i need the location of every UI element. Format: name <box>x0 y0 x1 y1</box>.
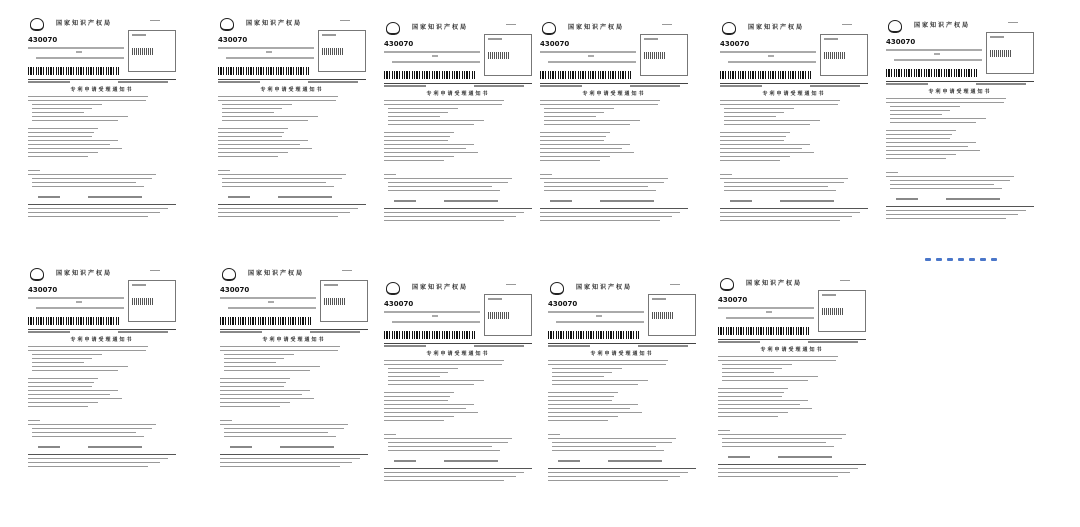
header-note <box>506 284 516 285</box>
loading-dot <box>947 258 953 261</box>
notice-serial <box>308 81 358 83</box>
doc-title: 专利申请受理通知书 <box>928 89 992 95</box>
agency-emblem-icon <box>220 18 234 31</box>
header-note <box>340 20 350 21</box>
page-header <box>714 20 874 34</box>
page-header <box>880 18 1040 32</box>
issue-date-box <box>820 34 868 76</box>
page-header <box>214 266 374 280</box>
issue-date-box <box>818 290 866 332</box>
loading-indicator <box>925 258 997 261</box>
patent-number: 430070 <box>548 300 578 308</box>
address-line <box>228 307 316 309</box>
divider <box>384 83 532 84</box>
footer-divider <box>28 454 176 455</box>
divider <box>540 83 688 84</box>
divider <box>886 81 1034 82</box>
agency-name: 国家知识产权局 <box>748 24 805 31</box>
loading-dot <box>958 258 964 261</box>
date-label <box>488 38 502 40</box>
notice-serial <box>474 85 524 87</box>
issue-date-box <box>484 294 532 336</box>
agency-name: 国家知识产权局 <box>412 284 469 291</box>
agency-name: 国家知识产权局 <box>746 280 803 287</box>
header-note <box>506 24 516 25</box>
issue-date-box <box>986 32 1034 74</box>
document-page-thumbnail[interactable] <box>534 16 694 228</box>
page-header <box>712 276 872 290</box>
issue-date-stamp <box>322 48 344 55</box>
address-line <box>720 51 816 53</box>
document-page-thumbnail[interactable] <box>22 262 182 474</box>
divider <box>28 329 176 330</box>
doc-title: 专利申请受理通知书 <box>762 91 826 97</box>
document-page-thumbnail[interactable] <box>714 16 874 228</box>
footer-divider <box>718 464 866 465</box>
agency-name: 国家知识产权局 <box>56 20 113 27</box>
doc-title: 专利申请受理通知书 <box>70 87 134 93</box>
issue-date-stamp <box>822 308 844 315</box>
notice-serial <box>474 345 524 347</box>
issue-date-stamp <box>990 50 1012 57</box>
loading-dot <box>925 258 931 261</box>
issue-date-stamp <box>488 312 510 319</box>
patent-number: 430070 <box>218 36 248 44</box>
page-header <box>22 16 182 30</box>
barcode <box>720 71 812 79</box>
agency-emblem-icon <box>542 22 556 35</box>
patent-number: 430070 <box>220 286 250 294</box>
application-number <box>384 345 426 347</box>
page-header <box>378 280 538 294</box>
page-header <box>542 280 702 294</box>
date-label <box>324 284 338 286</box>
issue-date-stamp <box>132 48 154 55</box>
barcode <box>384 71 476 79</box>
date-label <box>824 38 838 40</box>
header-note <box>662 24 672 25</box>
issue-date-box <box>484 34 532 76</box>
document-page-thumbnail[interactable] <box>378 276 538 488</box>
address-line <box>36 57 124 59</box>
issue-date-box <box>320 280 368 322</box>
agency-emblem-icon <box>30 268 44 281</box>
patent-number: 430070 <box>28 36 58 44</box>
patent-number: 430070 <box>886 38 916 46</box>
address-line <box>766 311 772 313</box>
divider <box>28 79 176 80</box>
footer-divider <box>28 204 176 205</box>
notice-serial <box>310 331 360 333</box>
agency-name: 国家知识产权局 <box>246 20 303 27</box>
address-line <box>556 321 644 323</box>
patent-number: 430070 <box>540 40 570 48</box>
address-line <box>226 57 314 59</box>
barcode <box>886 69 978 77</box>
barcode <box>28 67 120 75</box>
page-header <box>22 266 182 280</box>
header-note <box>842 24 852 25</box>
doc-title: 专利申请受理通知书 <box>582 91 646 97</box>
notice-serial <box>638 345 688 347</box>
address-line <box>266 51 272 53</box>
date-label <box>822 294 836 296</box>
document-page-thumbnail[interactable] <box>22 12 182 224</box>
document-page-thumbnail[interactable] <box>212 12 372 224</box>
doc-title: 专利申请受理通知书 <box>260 87 324 93</box>
page-header <box>212 16 372 30</box>
date-label <box>990 36 1004 38</box>
header-note <box>670 284 680 285</box>
address-line <box>726 317 814 319</box>
address-line <box>548 61 636 63</box>
application-number <box>886 83 928 85</box>
address-line <box>392 61 480 63</box>
application-number <box>384 85 426 87</box>
issue-date-stamp <box>644 52 666 59</box>
loading-dot <box>936 258 942 261</box>
agency-name: 国家知识产权局 <box>248 270 305 277</box>
application-number <box>28 81 70 83</box>
divider <box>218 79 366 80</box>
agency-emblem-icon <box>30 18 44 31</box>
issue-date-stamp <box>132 298 154 305</box>
issue-date-stamp <box>824 52 846 59</box>
agency-emblem-icon <box>888 20 902 33</box>
date-label <box>488 298 502 300</box>
doc-title: 专利申请受理通知书 <box>426 91 490 97</box>
issue-date-stamp <box>324 298 346 305</box>
divider <box>720 83 868 84</box>
application-number <box>718 341 760 343</box>
issue-date-box <box>128 30 176 72</box>
agency-emblem-icon <box>222 268 236 281</box>
application-number <box>540 85 582 87</box>
agency-name: 国家知识产权局 <box>576 284 633 291</box>
divider <box>718 339 866 340</box>
document-page-thumbnail[interactable] <box>214 262 374 474</box>
agency-emblem-icon <box>386 22 400 35</box>
address-line <box>28 47 124 49</box>
patent-number: 430070 <box>720 40 750 48</box>
loading-dot <box>969 258 975 261</box>
barcode <box>718 327 810 335</box>
footer-divider <box>384 468 532 469</box>
doc-title: 专利申请受理通知书 <box>262 337 326 343</box>
divider <box>384 343 532 344</box>
issue-date-stamp <box>652 312 674 319</box>
agency-name: 国家知识产权局 <box>412 24 469 31</box>
address-line <box>886 49 982 51</box>
issue-date-box <box>648 294 696 336</box>
header-note <box>150 20 160 21</box>
issue-date-box <box>318 30 366 72</box>
loading-dot <box>980 258 986 261</box>
barcode <box>220 317 312 325</box>
date-label <box>132 34 146 36</box>
patent-number: 430070 <box>28 286 58 294</box>
address-line <box>432 55 438 57</box>
address-line <box>384 311 480 313</box>
patent-number: 430070 <box>384 40 414 48</box>
address-line <box>384 51 480 53</box>
barcode <box>384 331 476 339</box>
address-line <box>36 307 124 309</box>
footer-divider <box>720 208 868 209</box>
notice-serial <box>118 331 168 333</box>
document-page-thumbnail[interactable] <box>712 272 872 484</box>
agency-name: 国家知识产权局 <box>56 270 113 277</box>
address-line <box>894 59 982 61</box>
address-line <box>588 55 594 57</box>
header-note <box>1008 22 1018 23</box>
date-label <box>322 34 336 36</box>
footer-divider <box>218 204 366 205</box>
patent-number: 430070 <box>384 300 414 308</box>
header-note <box>150 270 160 271</box>
footer-divider <box>886 206 1034 207</box>
agency-emblem-icon <box>386 282 400 295</box>
notice-serial <box>630 85 680 87</box>
barcode <box>28 317 120 325</box>
patent-number: 430070 <box>718 296 748 304</box>
date-label <box>644 38 658 40</box>
doc-title: 专利申请受理通知书 <box>760 347 824 353</box>
address-line <box>432 315 438 317</box>
document-page-thumbnail[interactable] <box>542 276 702 488</box>
document-page-thumbnail[interactable] <box>378 16 538 228</box>
footer-divider <box>548 468 696 469</box>
agency-name: 国家知识产权局 <box>914 22 971 29</box>
divider <box>220 329 368 330</box>
footer-divider <box>220 454 368 455</box>
application-number <box>218 81 260 83</box>
address-line <box>728 61 816 63</box>
issue-date-box <box>128 280 176 322</box>
notice-serial <box>118 81 168 83</box>
address-line <box>218 47 314 49</box>
agency-emblem-icon <box>720 278 734 291</box>
notice-serial <box>810 85 860 87</box>
notice-serial <box>976 83 1026 85</box>
footer-divider <box>540 208 688 209</box>
divider <box>548 343 696 344</box>
application-number <box>720 85 762 87</box>
address-line <box>548 311 644 313</box>
application-number <box>28 331 70 333</box>
issue-date-box <box>640 34 688 76</box>
page-header <box>378 20 538 34</box>
doc-title: 专利申请受理通知书 <box>70 337 134 343</box>
notice-serial <box>808 341 858 343</box>
address-line <box>220 297 316 299</box>
date-label <box>132 284 146 286</box>
address-line <box>76 301 82 303</box>
date-label <box>652 298 666 300</box>
header-note <box>840 280 850 281</box>
doc-title: 专利申请受理通知书 <box>590 351 654 357</box>
application-number <box>220 331 262 333</box>
address-line <box>596 315 602 317</box>
barcode <box>540 71 632 79</box>
issue-date-stamp <box>488 52 510 59</box>
address-line <box>392 321 480 323</box>
address-line <box>540 51 636 53</box>
agency-name: 国家知识产权局 <box>568 24 625 31</box>
address-line <box>768 55 774 57</box>
address-line <box>76 51 82 53</box>
footer-divider <box>384 208 532 209</box>
header-note <box>342 270 352 271</box>
agency-emblem-icon <box>722 22 736 35</box>
page-header <box>534 20 694 34</box>
application-number <box>548 345 590 347</box>
doc-title: 专利申请受理通知书 <box>426 351 490 357</box>
document-page-thumbnail[interactable] <box>880 14 1040 226</box>
barcode <box>218 67 310 75</box>
agency-emblem-icon <box>550 282 564 295</box>
address-line <box>718 307 814 309</box>
address-line <box>934 53 940 55</box>
address-line <box>28 297 124 299</box>
barcode <box>548 331 640 339</box>
address-line <box>268 301 274 303</box>
loading-dot <box>991 258 997 261</box>
